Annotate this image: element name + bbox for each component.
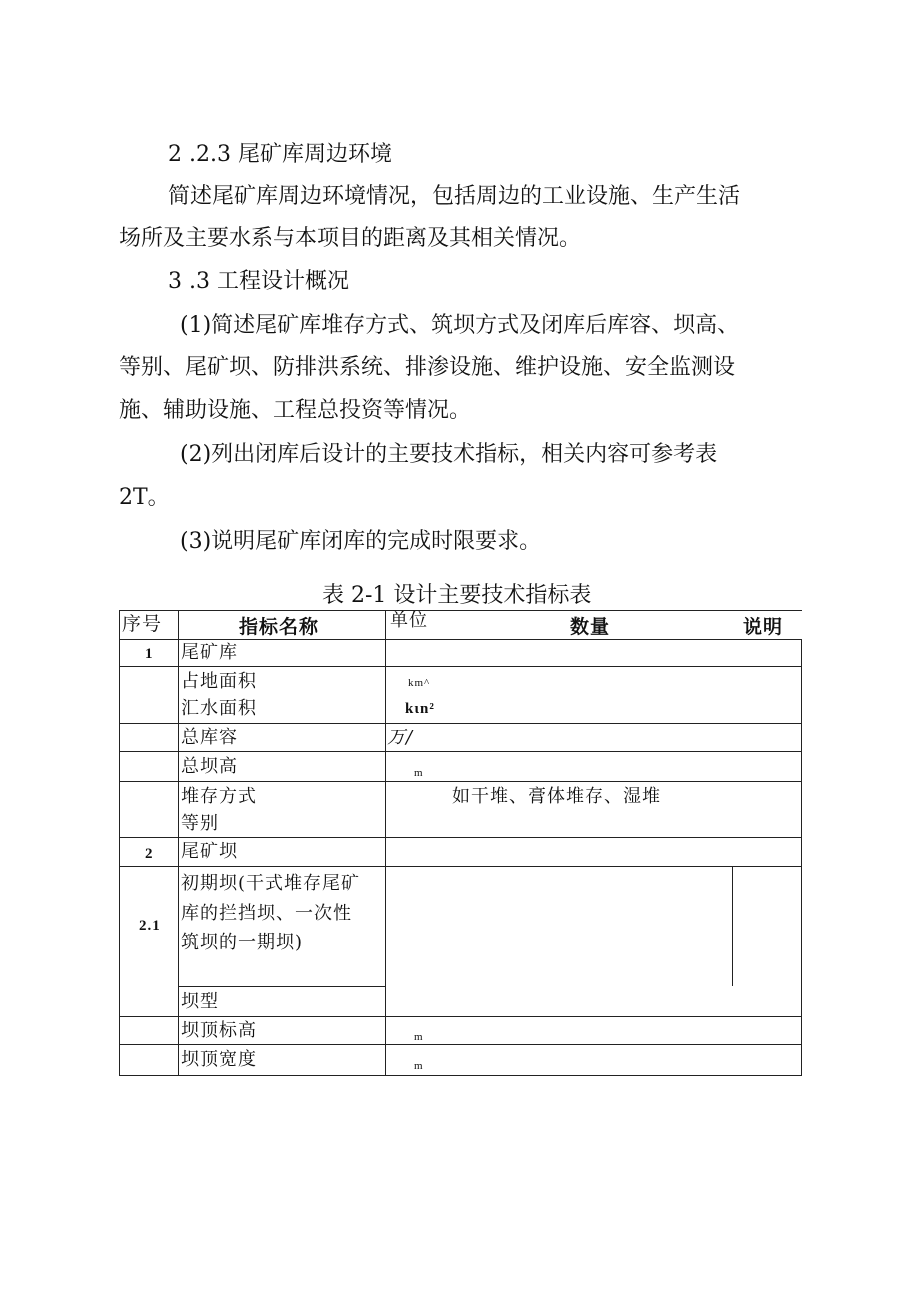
row-seq: 1 <box>145 646 154 662</box>
row-value: 如干堆、膏体堆存、湿堆 <box>452 786 661 807</box>
paragraph-line: 等别、尾矿坝、防排洪系统、排渗设施、维护设施、安全监测设 <box>119 355 736 380</box>
section-2-2-3-heading: 2 .2.3 尾矿库周边环境 <box>168 142 392 167</box>
row-name: 坝型 <box>181 991 219 1012</box>
paragraph-line: (1)简述尾矿库堆存方式、筑坝方式及闭库后库容、坝高、 <box>180 313 740 338</box>
paragraph-line: 简述尾矿库周边环境情况，包括周边的工业设施、生产生活 <box>168 184 741 209</box>
row-name: 堆存方式 <box>181 786 257 807</box>
row-name: 占地面积 <box>181 671 257 692</box>
paragraph-line: 2T。 <box>119 485 170 510</box>
row-name: 汇水面积 <box>181 698 257 719</box>
header-note: 说明 <box>743 617 784 638</box>
row-seq: 2 <box>145 846 154 862</box>
paragraph-line: (2)列出闭库后设计的主要技术指标，相关内容可参考表 <box>180 442 718 467</box>
row-name: 坝顶宽度 <box>181 1049 257 1070</box>
row-unit: km^ <box>408 677 431 689</box>
row-seq: 2.1 <box>139 918 161 934</box>
row-unit: m <box>414 1031 424 1043</box>
row-unit: 万/ <box>387 727 414 748</box>
section-3-3-heading: 3 .3 工程设计概况 <box>168 269 349 294</box>
header-name: 指标名称 <box>239 617 320 638</box>
row-name: 总坝高 <box>181 756 238 777</box>
table-caption: 表 2-1 设计主要技术指标表 <box>322 583 592 608</box>
row-name: 坝顶标高 <box>181 1020 257 1041</box>
paragraph-line: 场所及主要水系与本项目的距离及其相关情况。 <box>119 226 582 251</box>
header-qty: 数量 <box>570 617 611 638</box>
row-unit: kιn² <box>405 701 435 717</box>
header-seq: 序号 <box>122 613 163 635</box>
row-name: 等别 <box>181 813 219 834</box>
row-name: 筑坝的一期坝) <box>181 932 304 953</box>
row-name: 库的拦挡坝、一次性 <box>181 903 352 924</box>
row-unit: m <box>414 767 424 779</box>
row-name: 初期坝(干式堆存尾矿 <box>181 873 361 894</box>
row-name: 尾矿库 <box>181 642 238 663</box>
row-name: 总库容 <box>181 727 238 748</box>
row-unit: m <box>414 1060 424 1072</box>
paragraph-line: 施、辅助设施、工程总投资等情况。 <box>119 398 472 423</box>
row-name: 尾矿坝 <box>181 841 238 862</box>
paragraph-line: (3)说明尾矿库闭库的完成时限要求。 <box>180 529 542 554</box>
header-unit: 单位 <box>390 610 428 631</box>
